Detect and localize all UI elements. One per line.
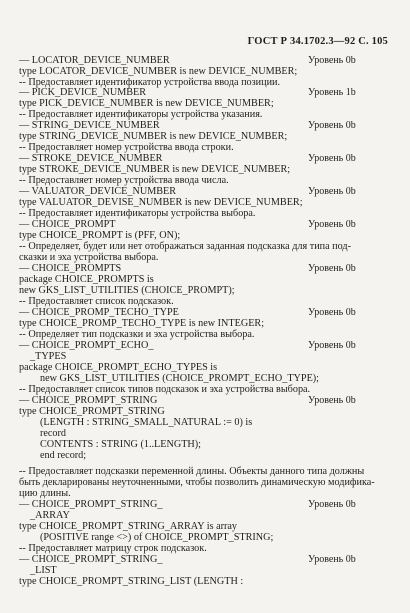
text-line: type CHOICE_PROMP_TECHO_TYPE is new INTEGER; xyxy=(19,318,265,329)
text-line: — STRING_DEVICE_NUMBER xyxy=(19,120,160,131)
text-line: type VALUATOR_DEVISE_NUMBER is new DEVICE_NUMBER; xyxy=(19,197,303,208)
text-line: -- Предоставляет идентификаторы устройства выбора. xyxy=(19,208,256,219)
text-line: record xyxy=(40,428,67,439)
text-line: -- Определяет, будет или нет отображаться заданная подсказка для типа под- xyxy=(19,241,351,252)
text-line: -- Предоставляет список подсказок. xyxy=(19,296,174,307)
level-label: Уровень 0b xyxy=(308,120,356,131)
text-line: type CHOICE_PROMPT is (PFF, ON); xyxy=(19,230,181,241)
level-label: Уровень 0b xyxy=(308,219,356,230)
text-line: -- Предоставляет матрицу строк подсказок. xyxy=(19,543,207,554)
text-line: (POSITIVE range <>) of CHOICE_PROMPT_STRING; xyxy=(40,532,274,543)
page-header: ГОСТ Р 34.1702.3—92 С. 105 xyxy=(247,36,388,47)
text-line: type CHOICE_PROMPT_STRING_ARRAY is array xyxy=(19,521,237,532)
text-line: — CHOICE_PROMPT_STRING_ xyxy=(19,554,163,565)
text-line: _ARRAY xyxy=(30,510,70,521)
text-line: type STRING_DEVICE_NUMBER is new DEVICE_NUMBER; xyxy=(19,131,288,142)
text-line: _TYPES xyxy=(30,351,67,362)
text-line: -- Предоставляет подсказки переменной длины. Объекты данного типа должны xyxy=(19,466,365,477)
text-line: — CHOICE_PROMPT_STRING_ xyxy=(19,499,163,510)
text-line: быть декларированы неуточненными, чтобы позволить динамическую модифика- xyxy=(19,477,375,488)
text-line: new GKS_LIST_UTILITIES (CHOICE_PROMPT); xyxy=(19,285,235,296)
text-line: type LOCATOR_DEVICE_NUMBER is new DEVICE_NUMBER; xyxy=(19,66,298,77)
text-line: -- Предоставляет список типов подсказок и эха устройства выбора. xyxy=(19,384,311,395)
text-line: сказки и эха устройства выбора. xyxy=(19,252,159,263)
text-line: -- Предоставляет номер устройства ввода числа. xyxy=(19,175,229,186)
level-label: Уровень 0b xyxy=(308,307,356,318)
text-line: type CHOICE_PROMPT_STRING xyxy=(19,406,165,417)
text-line: package CHOICE_PROMPTS is xyxy=(19,274,154,285)
text-line: — CHOICE_PROMPTS xyxy=(19,263,122,274)
level-label: Уровень 0b xyxy=(308,153,356,164)
level-label: Уровень 1b xyxy=(308,87,356,98)
text-line: — CHOICE_PROMPT xyxy=(19,219,116,230)
text-line: — CHOICE_PROMP_TECHO_TYPE xyxy=(19,307,179,318)
level-label: Уровень 0b xyxy=(308,340,356,351)
text-line: type CHOICE_PROMPT_STRING_LIST (LENGTH : xyxy=(19,576,244,587)
text-line: type STROKE_DEVICE_NUMBER is new DEVICE_NUMBER; xyxy=(19,164,291,175)
text-line: — VALUATOR_DEVICE_NUMBER xyxy=(19,186,177,197)
text-line: — LOCATOR_DEVICE_NUMBER xyxy=(19,55,170,66)
text-line: — CHOICE_PROMPT_STRING xyxy=(19,395,158,406)
text-line: -- Предоставляет идентификатор устройства ввода позиции. xyxy=(19,77,281,88)
level-label: Уровень 0b xyxy=(308,55,356,66)
text-line: CONTENTS : STRING (1..LENGTH); xyxy=(40,439,202,450)
text-line: цию длины. xyxy=(19,488,71,499)
text-line: — STROKE_DEVICE_NUMBER xyxy=(19,153,163,164)
text-line: type PICK_DEVICE_NUMBER is new DEVICE_NUMBER; xyxy=(19,98,274,109)
text-line: _LIST xyxy=(30,565,57,576)
level-label: Уровень 0b xyxy=(308,263,356,274)
text-line: -- Предоставляет номер устройства ввода строки. xyxy=(19,142,234,153)
level-label: Уровень 0b xyxy=(308,499,356,510)
level-label: Уровень 0b xyxy=(308,554,356,565)
level-label: Уровень 0b xyxy=(308,395,356,406)
text-line: package CHOICE_PROMPT_ECHO_TYPES is xyxy=(19,362,218,373)
text-line: end record; xyxy=(40,450,87,461)
text-line: — CHOICE_PROMPT_ECHO_ xyxy=(19,340,154,351)
text-line: -- Предоставляет идентификаторы устройства указания. xyxy=(19,109,263,120)
text-line: — PICK_DEVICE_NUMBER xyxy=(19,87,147,98)
text-line: (LENGTH : STRING_SMALL_NATURAL := 0) is xyxy=(40,417,253,428)
text-line: -- Определяет тип подсказки и эха устройства выбора. xyxy=(19,329,255,340)
text-line: new GKS_LIST_UTILITIES (CHOICE_PROMPT_ECHO_TYPE); xyxy=(40,373,320,384)
level-label: Уровень 0b xyxy=(308,186,356,197)
